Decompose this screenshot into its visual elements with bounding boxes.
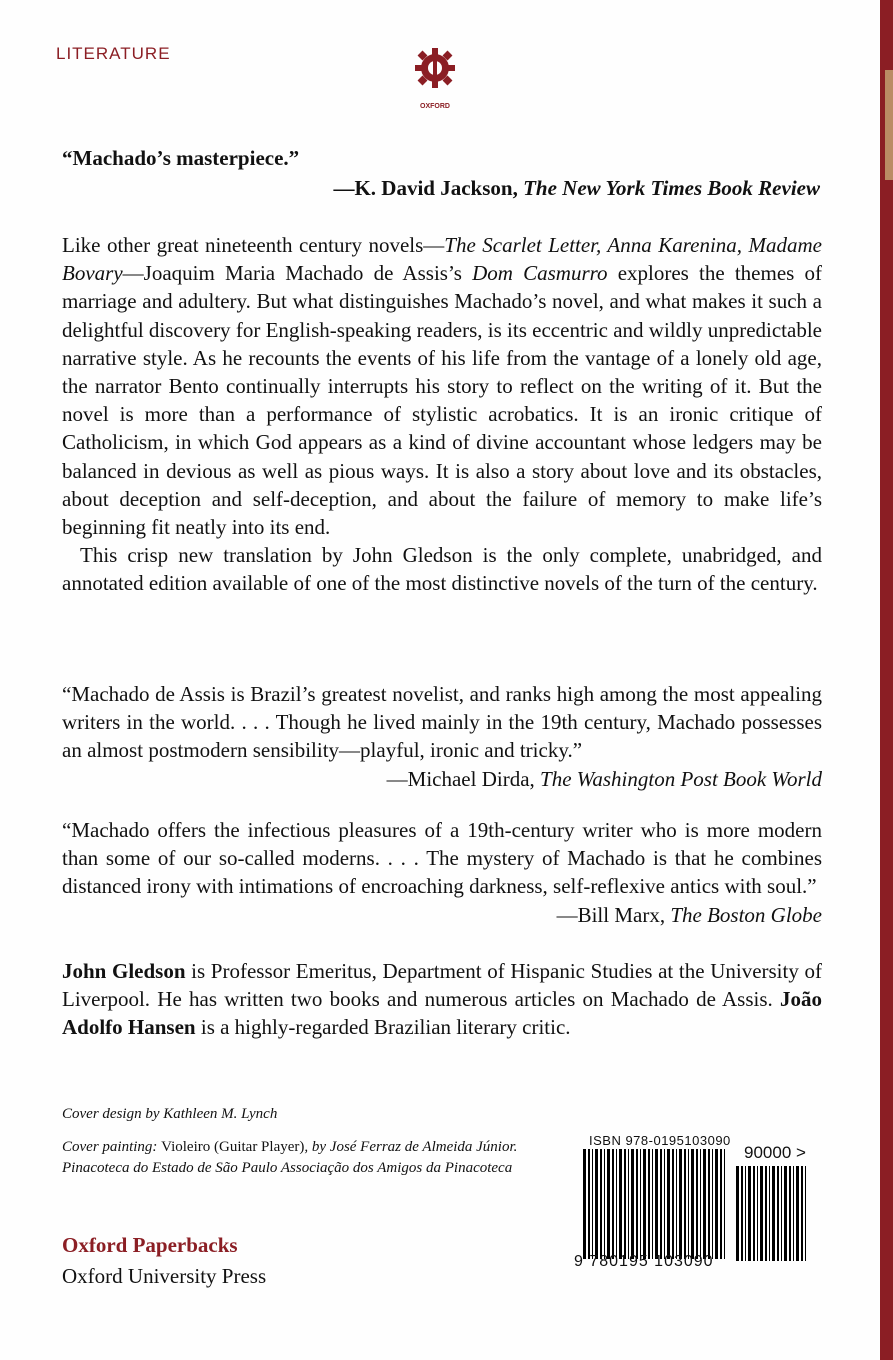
barcode-bar — [688, 1149, 689, 1259]
cover-design-credit: Cover design by Kathleen M. Lynch — [62, 1106, 278, 1122]
barcode-bar — [781, 1166, 782, 1261]
review-quote-attribution: —Bill Marx, The Boston Globe — [556, 902, 822, 927]
description — [62, 231, 822, 598]
barcode-bar — [652, 1149, 653, 1259]
barcode-bar — [712, 1149, 713, 1259]
imprint-publisher: Oxford University Press — [62, 1264, 267, 1288]
barcode-bar — [664, 1149, 665, 1259]
barcode-bar — [691, 1149, 694, 1259]
spine-edge — [880, 0, 893, 1360]
review-quote-text: “Machado de Assis is Brazil’s greatest novelist, and ranks high among the most appealing writers in the world. . . . Though he lived mainly in the 19th century, Machado possesses an almost postmodern sensibility—playful, ironic and tricky.” — [62, 682, 822, 763]
barcode-bar — [805, 1166, 806, 1261]
barcode-bar — [753, 1166, 755, 1261]
barcode-bar — [676, 1149, 677, 1259]
barcode-bar — [720, 1149, 722, 1259]
price-code: 90000 > — [744, 1143, 806, 1162]
barcode-bar — [696, 1149, 698, 1259]
review-quote-attribution: —Michael Dirda, The Washington Post Book World — [386, 766, 822, 791]
barcode-bar — [741, 1166, 743, 1261]
isbn-barcode — [583, 1149, 725, 1259]
barcode-bar — [703, 1149, 706, 1259]
barcode-bar — [672, 1149, 674, 1259]
barcode-bar — [640, 1149, 641, 1259]
barcode-digits: 9 780195 103090 — [574, 1253, 714, 1270]
barcode-bar — [624, 1149, 626, 1259]
barcode-bar — [760, 1166, 763, 1261]
barcode-bar — [592, 1149, 593, 1259]
imprint-series: Oxford Paperbacks — [62, 1233, 238, 1257]
review-quote-text: “Machado offers the infectious pleasures of a 19th-century writer who is more modern than some of our so-called moderns. . . . The mystery of Machado is that he combines distanced irony with intimations of encroaching darkness, self-reflexive antics with soul.” — [62, 818, 822, 899]
barcode-bar — [715, 1149, 718, 1259]
barcode-bar — [679, 1149, 682, 1259]
headline-quote-attribution: —K. David Jackson, The New York Times Book Review — [333, 176, 820, 200]
barcode-bar — [604, 1149, 605, 1259]
review-quote-dirda — [62, 680, 822, 793]
oxford-crest-icon — [409, 44, 461, 112]
barcode-bar — [612, 1149, 614, 1259]
barcode-bar — [736, 1166, 739, 1261]
price-barcode — [736, 1166, 806, 1261]
barcode-bar — [708, 1149, 710, 1259]
barcode-bar — [769, 1166, 770, 1261]
logo-text: OXFORD — [420, 103, 450, 110]
description-paragraph-2: This crisp new translation by John Gledson is the only complete, unabridged, and annotated edition available of one of the most distinctive novels of the turn of the century. — [62, 543, 822, 596]
barcode-bar — [667, 1149, 670, 1259]
barcode-bar — [700, 1149, 701, 1259]
barcode-bar — [784, 1166, 787, 1261]
barcode-bar — [643, 1149, 646, 1259]
barcode-bar — [757, 1166, 758, 1261]
barcode-bar — [793, 1166, 794, 1261]
author-bio: John Gledson is Professor Emeritus, Department of Hispanic Studies at the University of Liverpool. He has written two books and numerous articles on Machado de Assis. João Adolfo Hansen is a highly-regarded Brazilian literary critic. — [62, 959, 822, 1040]
isbn-label: ISBN 978-0195103090 — [589, 1133, 731, 1148]
description-paragraph-1: Like other great nineteenth century novels—The Scarlet Letter, Anna Karenina, Madame Bovary—Joaquim Maria Machado de Assis’s Dom Casmurro explores the themes of marriage and adultery. But what distinguishes Machado’s novel, and what makes it such a delightful discovery for English-speaking readers, is its eccentric and wildly unpredictable narrative style. As he recounts the events of his life from the vantage of a lonely old age, the narrator Bento continually interrupts his story to reflect on the writing of it. But the novel is more than a performance of stylistic acrobatics. It is an ironic critique of Catholicism, in which God appears as a kind of divine accountant whose ledgers may be balanced in devious as well as pious ways. It is also a story about love and its obstacles, about deception and self-deception, and about the failure of memory to make life’s beginning fit neatly into its end. — [62, 233, 822, 540]
barcode-bar — [655, 1149, 658, 1259]
barcode-bar — [765, 1166, 767, 1261]
barcode-bar — [595, 1149, 598, 1259]
barcode-bar — [777, 1166, 779, 1261]
barcode-bar — [748, 1166, 751, 1261]
headline-quote: “Machado’s masterpiece.” — [62, 146, 300, 170]
barcode-bar — [583, 1149, 586, 1259]
barcode-bar — [796, 1166, 799, 1261]
review-quote-marx — [62, 816, 822, 929]
barcode-bar — [660, 1149, 662, 1259]
cover-painting-credit: Cover painting: Violeiro (Guitar Player), by José Ferraz de Almeida Júnior. Pinacoteca do Estado de São Paulo Associação dos Amigos da Pinacoteca — [62, 1139, 518, 1176]
barcode-bar — [745, 1166, 746, 1261]
barcode-bar — [789, 1166, 791, 1261]
barcode-bar — [607, 1149, 610, 1259]
barcode-bar — [684, 1149, 686, 1259]
barcode-bar — [772, 1166, 775, 1261]
barcode-bar — [724, 1149, 725, 1259]
category-label: LITERATURE — [56, 44, 171, 63]
barcode-bar — [619, 1149, 622, 1259]
barcode-bar — [631, 1149, 634, 1259]
barcode-bar — [801, 1166, 803, 1261]
barcode-bar — [636, 1149, 638, 1259]
barcode-bar — [616, 1149, 617, 1259]
barcode-bar — [628, 1149, 629, 1259]
barcode-bar — [648, 1149, 650, 1259]
barcode-bar — [600, 1149, 602, 1259]
barcode-bar — [588, 1149, 590, 1259]
